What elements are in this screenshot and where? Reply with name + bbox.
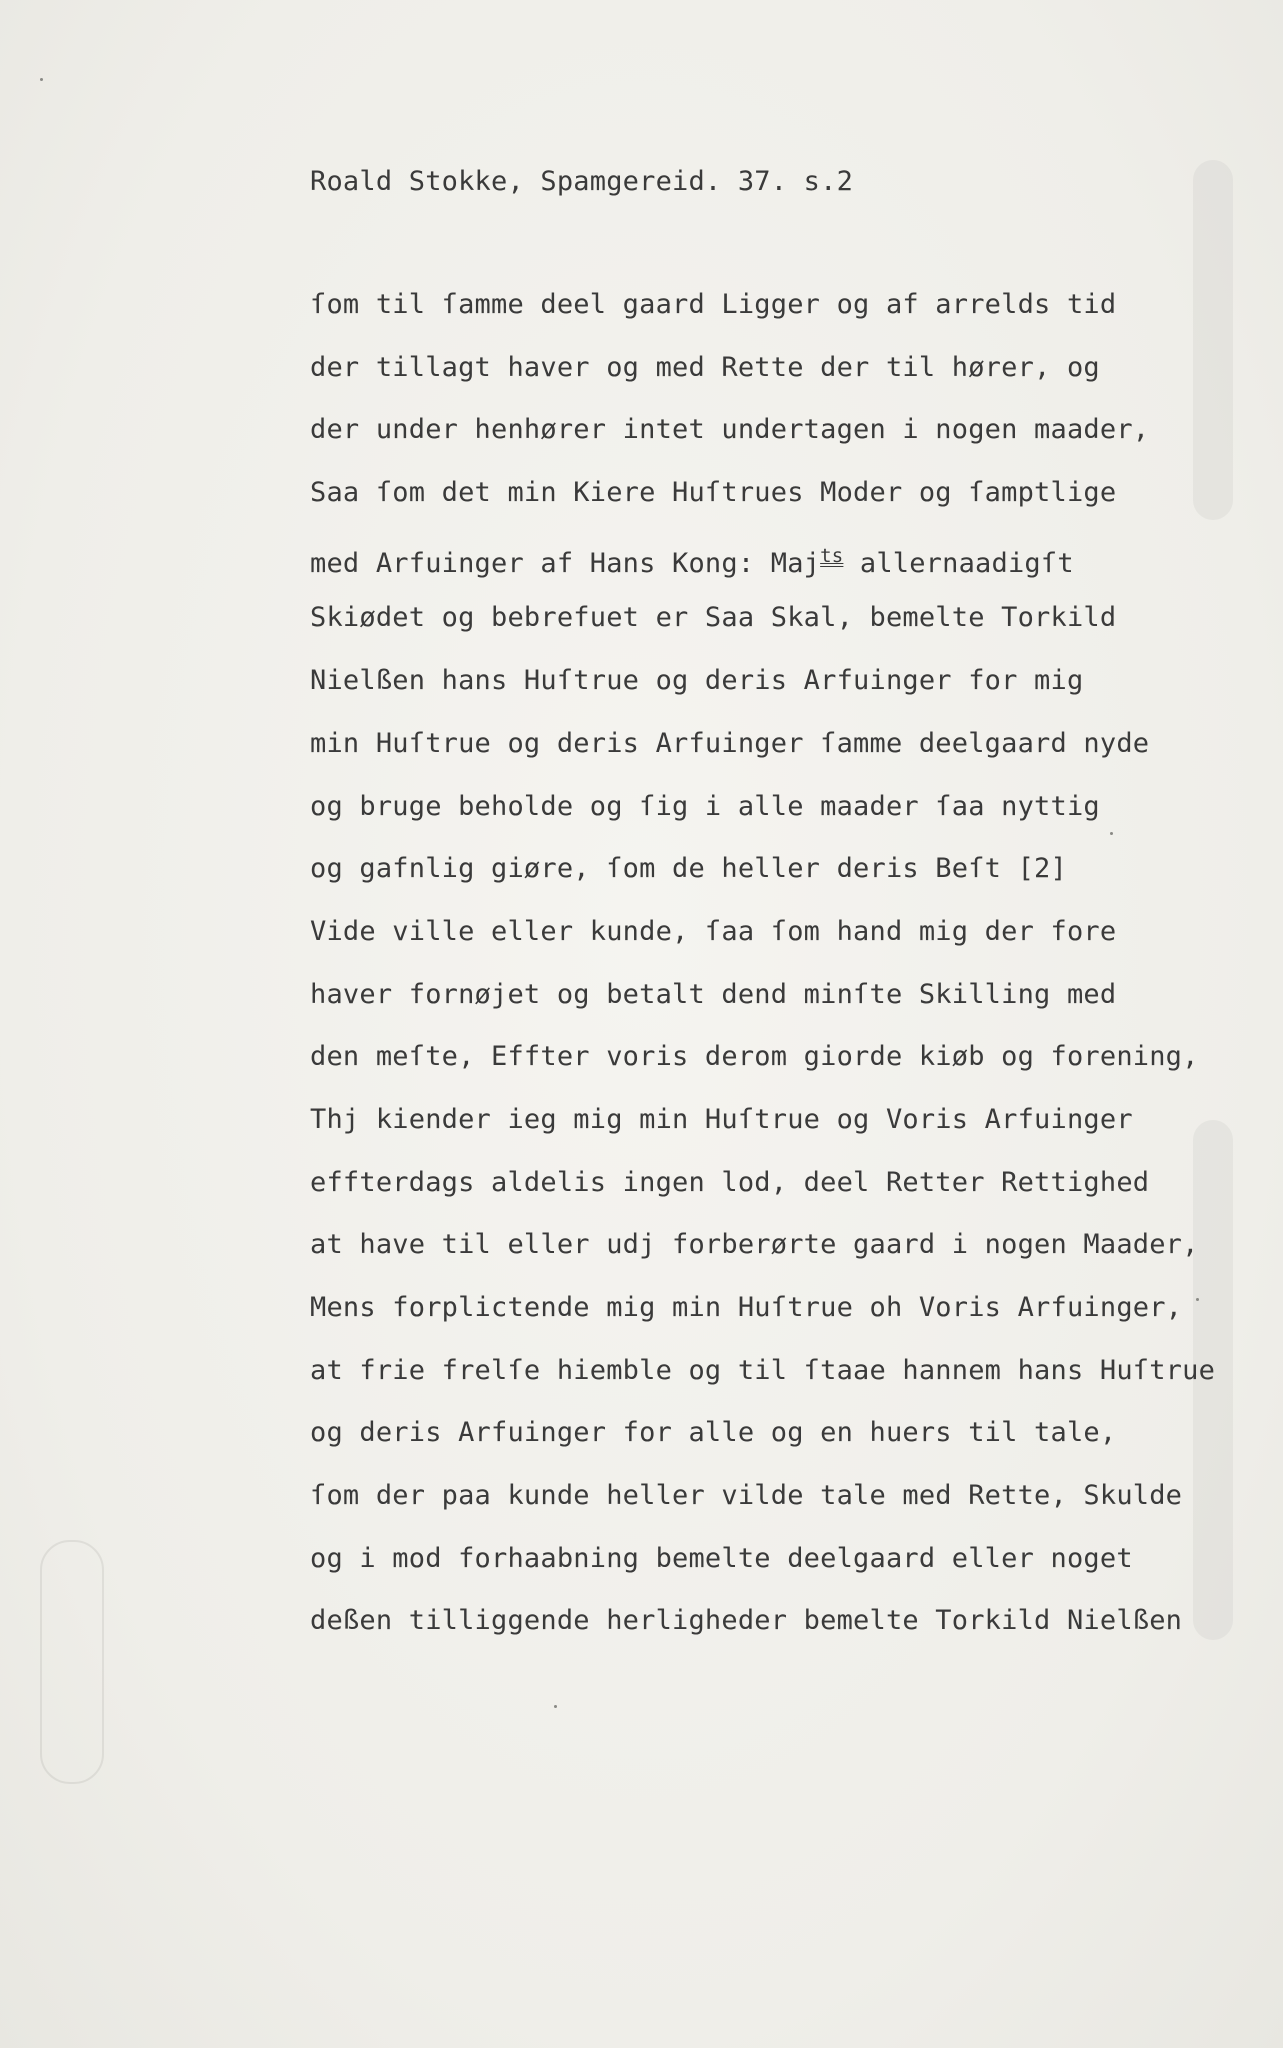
text-line: og bruge beholde og ſig i alle maader ſaa nyttig — [310, 790, 1100, 822]
text-line: deßen tilliggende herligheder bemelte Torkild Nielßen — [310, 1605, 1183, 1637]
text-line: Thj kiender ieg mig min Huſtrue og Voris Arfuinger — [310, 1103, 1133, 1135]
margin-stamp-mark — [40, 1540, 104, 1784]
text-line: Vide ville eller kunde, ſaa ſom hand mig der fore — [310, 915, 1117, 947]
text-line: at have til eller udj forberørte gaard i nogen Maader, — [310, 1229, 1199, 1261]
text-line: at frie frelſe hiemble og til ſtaae hannem hans Huſtrue — [310, 1354, 1216, 1386]
text-line: Nielßen hans Huſtrue og deris Arfuinger for mig — [310, 665, 1084, 697]
document-heading: Roald Stokke, Spamgereid. 37. s.2 — [310, 166, 854, 197]
text-line: haver fornøjet og betalt dend minſte Skilling med — [310, 978, 1117, 1010]
paper-speck — [554, 1705, 557, 1708]
text-line: og i mod forhaabning bemelte deelgaard eller noget — [310, 1542, 1133, 1574]
text-line: Saa ſom det min Kiere Huſtrues Moder og ſamptlige — [310, 477, 1117, 509]
transcription-body — [310, 290, 1215, 1669]
text-line-segment: allernaadigſt — [843, 547, 1074, 579]
text-line: Skiødet og bebrefuet er Saa Skal, bemelte Torkild — [310, 602, 1117, 634]
text-line — [310, 541, 1215, 604]
text-line: Mens forplictende mig min Huſtrue oh Voris Arfuinger, — [310, 1292, 1183, 1323]
text-line: den meſte, Effter voris derom giorde kiøb og forening, — [310, 1041, 1199, 1073]
text-line: og gafnlig giøre, ſom de heller deris Beſt [2] — [310, 853, 1067, 885]
text-line: ſom til ſamme deel gaard Ligger og af arrelds tid — [310, 289, 1117, 320]
abbreviation-superscript: ts — [820, 544, 844, 567]
text-line-segment: med Arfuinger af Hans Kong: Maj — [310, 547, 821, 579]
paper-speck — [40, 78, 43, 81]
text-line: der tillagt haver og med Rette der til hører, og — [310, 351, 1100, 383]
text-line: og deris Arfuinger for alle og en huers til tale, — [310, 1417, 1117, 1449]
text-line: effterdags aldelis ingen lod, deel Retter Rettighed — [310, 1166, 1150, 1198]
text-line: ſom der paa kunde heller vilde tale med Rette, Skulde — [310, 1480, 1183, 1512]
text-line: der under henhører intet undertagen i nogen maader, — [310, 414, 1150, 446]
text-line: min Huſtrue og deris Arfuinger ſamme deelgaard nyde — [310, 727, 1150, 759]
